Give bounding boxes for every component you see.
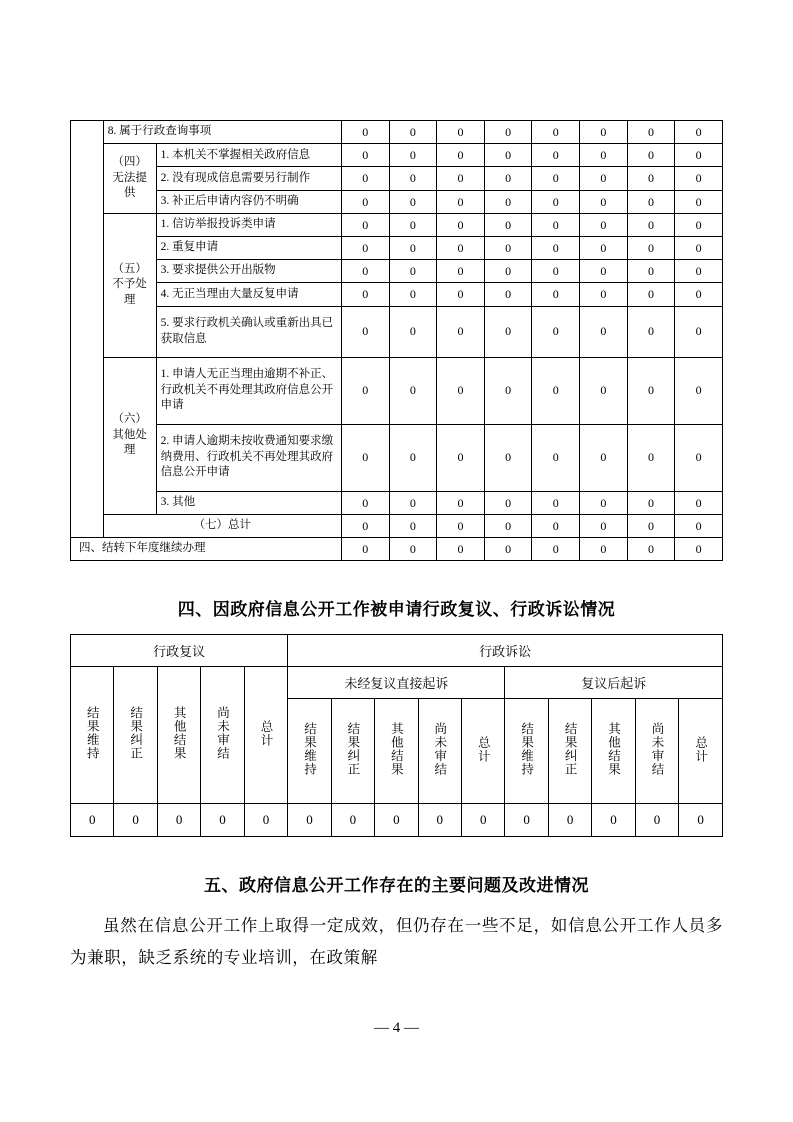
cell-value: 0 <box>437 167 485 190</box>
cell-value: 0 <box>627 236 675 259</box>
cell-value: 0 <box>389 537 437 560</box>
cell-value: 0 <box>484 236 532 259</box>
after-col-1: 结果维持 <box>505 699 548 804</box>
cell-value: 0 <box>437 283 485 306</box>
table-row <box>71 357 723 424</box>
cell-value: 0 <box>580 306 628 357</box>
cell-value: 0 <box>627 144 675 167</box>
cell-value: 0 <box>341 236 389 259</box>
table-row-total <box>71 514 723 537</box>
cell-value: 0 <box>437 144 485 167</box>
section-5-heading: 五、政府信息公开工作存在的主要问题及改进情况 <box>204 876 589 896</box>
table-row <box>71 283 723 306</box>
table-row <box>71 236 723 259</box>
cell-value: 0 <box>389 306 437 357</box>
cell-value: 0 <box>484 424 532 491</box>
cell-value: 0 <box>580 424 628 491</box>
cell-value: 0 <box>580 121 628 144</box>
after-col-2: 结果纠正 <box>548 699 591 804</box>
cell-value: 0 <box>437 213 485 236</box>
cell-value: 0 <box>484 537 532 560</box>
cell-value: 0 <box>580 236 628 259</box>
after-col-3: 其他结果 <box>592 699 635 804</box>
cell-value: 0 <box>627 213 675 236</box>
cell-value: 0 <box>532 121 580 144</box>
direct-col-2: 结果纠正 <box>331 699 374 804</box>
cell-value: 0 <box>341 213 389 236</box>
row-item-label: 2. 申请人逾期未按收费通知要求缴纳费用、行政机关不再处理其政府信息公开申请 <box>156 424 341 491</box>
section-5-paragraph: 虽然在信息公开工作上取得一定成效，但仍存在一些不足，如信息公开工作人员多为兼职，缺乏系统的专业培训，在政策解 <box>70 916 723 968</box>
cell-value: 0 <box>244 804 288 837</box>
cell-value: 0 <box>532 537 580 560</box>
cell-value: 0 <box>341 306 389 357</box>
page-number: — 4 — <box>374 1020 419 1036</box>
cell-value: 0 <box>389 236 437 259</box>
table-row <box>71 424 723 491</box>
table-row <box>71 260 723 283</box>
table-header-row <box>71 635 723 667</box>
cell-value: 0 <box>389 121 437 144</box>
cell-value: 0 <box>288 804 331 837</box>
review-col-2: 结果纠正 <box>114 667 157 804</box>
cell-value: 0 <box>389 283 437 306</box>
cell-value: 0 <box>437 514 485 537</box>
cell-value: 0 <box>437 236 485 259</box>
cell-value: 0 <box>675 190 723 213</box>
table-row <box>71 121 723 144</box>
cell-value: 0 <box>580 260 628 283</box>
cell-value: 0 <box>580 190 628 213</box>
cell-value: 0 <box>532 514 580 537</box>
cell-value: 0 <box>532 190 580 213</box>
direct-col-4: 尚未审结 <box>418 699 461 804</box>
cell-value: 0 <box>341 514 389 537</box>
row-item-label: 1. 信访举报投诉类申请 <box>156 213 341 236</box>
cell-value: 0 <box>389 190 437 213</box>
cell-value: 0 <box>675 491 723 514</box>
cell-value: 0 <box>484 190 532 213</box>
cell-value: 0 <box>675 236 723 259</box>
cell-value: 0 <box>341 283 389 306</box>
cell-value: 0 <box>437 357 485 424</box>
row-item-label: 3. 要求提供公开出版物 <box>156 260 341 283</box>
cell-value: 0 <box>505 804 548 837</box>
cell-value: 0 <box>484 121 532 144</box>
row-item-label: 8. 属于行政查询事项 <box>103 121 341 144</box>
cell-value: 0 <box>389 167 437 190</box>
cell-value: 0 <box>389 357 437 424</box>
cell-value: 0 <box>675 424 723 491</box>
cell-value: 0 <box>627 537 675 560</box>
cell-value: 0 <box>532 357 580 424</box>
row-item-label: 5. 要求行政机关确认或重新出具已获取信息 <box>156 306 341 357</box>
cell-value: 0 <box>341 491 389 514</box>
cell-value: 0 <box>580 357 628 424</box>
cell-value: 0 <box>341 260 389 283</box>
cell-value: 0 <box>580 144 628 167</box>
row-item-label: 2. 重复申请 <box>156 236 341 259</box>
cell-value: 0 <box>580 283 628 306</box>
row-item-label: 3. 补正后申请内容仍不明确 <box>156 190 341 213</box>
cell-value: 0 <box>484 144 532 167</box>
table-row <box>71 213 723 236</box>
cell-value: 0 <box>484 283 532 306</box>
cell-value: 0 <box>437 424 485 491</box>
cell-value: 0 <box>389 491 437 514</box>
cell-value: 0 <box>675 357 723 424</box>
cell-value: 0 <box>341 167 389 190</box>
cell-value: 0 <box>484 260 532 283</box>
cell-value: 0 <box>580 167 628 190</box>
cell-value: 0 <box>675 167 723 190</box>
subgroup-after-review-litigation: 复议后起诉 <box>505 667 723 699</box>
cell-value: 0 <box>375 804 418 837</box>
cell-value: 0 <box>341 537 389 560</box>
table-row <box>71 144 723 167</box>
cell-value: 0 <box>484 514 532 537</box>
cell-value: 0 <box>437 306 485 357</box>
cell-value: 0 <box>532 144 580 167</box>
statistics-table-wrapper <box>70 120 723 561</box>
cell-value: 0 <box>437 121 485 144</box>
cell-value: 0 <box>580 537 628 560</box>
cell-value: 0 <box>675 283 723 306</box>
group-header-review: 行政复议 <box>71 635 288 667</box>
cell-value: 0 <box>157 804 200 837</box>
review-col-3: 其他结果 <box>157 667 200 804</box>
review-col-1: 结果维持 <box>71 667 114 804</box>
cell-value: 0 <box>675 144 723 167</box>
cell-value: 0 <box>627 424 675 491</box>
cell-value: 0 <box>627 514 675 537</box>
cell-value: 0 <box>532 167 580 190</box>
cell-value: 0 <box>532 306 580 357</box>
cell-value: 0 <box>675 213 723 236</box>
section-4-heading: 四、因政府信息公开工作被申请行政复议、行政诉讼情况 <box>177 600 616 620</box>
cell-value: 0 <box>532 491 580 514</box>
cell-value: 0 <box>627 491 675 514</box>
cell-value: 0 <box>71 804 114 837</box>
administrative-review-litigation-table <box>70 634 723 837</box>
cell-value: 0 <box>580 491 628 514</box>
category-label-5: （五） 不予处 理 <box>103 213 156 357</box>
cell-value: 0 <box>341 424 389 491</box>
cell-value: 0 <box>679 804 723 837</box>
cell-value: 0 <box>341 357 389 424</box>
cell-value: 0 <box>341 144 389 167</box>
cell-value: 0 <box>331 804 374 837</box>
category-label-6: （六） 其他处 理 <box>103 357 156 514</box>
cell-value: 0 <box>532 283 580 306</box>
cell-value: 0 <box>437 537 485 560</box>
cell-value: 0 <box>635 804 678 837</box>
row-item-label: 4. 无正当理由大量反复申请 <box>156 283 341 306</box>
cell-value: 0 <box>627 167 675 190</box>
cell-value: 0 <box>484 213 532 236</box>
cell-value: 0 <box>580 213 628 236</box>
row-item-label: 1. 申请人无正当理由逾期不补正、行政机关不再处理其政府信息公开申请 <box>156 357 341 424</box>
cell-value: 0 <box>341 121 389 144</box>
review-col-5: 总计 <box>244 667 288 804</box>
table-row <box>71 190 723 213</box>
cell-value: 0 <box>532 260 580 283</box>
cell-value: 0 <box>114 804 157 837</box>
cell-value: 0 <box>437 491 485 514</box>
cell-value: 0 <box>627 357 675 424</box>
direct-col-3: 其他结果 <box>375 699 418 804</box>
row-item-label: 四、结转下年度继续办理 <box>71 537 342 560</box>
cell-value: 0 <box>532 424 580 491</box>
cell-value: 0 <box>462 804 505 837</box>
cell-value: 0 <box>627 190 675 213</box>
after-col-4: 尚未审结 <box>635 699 678 804</box>
group-header-litigation: 行政诉讼 <box>288 635 723 667</box>
cell-value: 0 <box>675 121 723 144</box>
cell-value: 0 <box>627 283 675 306</box>
table-row <box>71 306 723 357</box>
cell-value: 0 <box>484 491 532 514</box>
row-item-label: 1. 本机关不掌握相关政府信息 <box>156 144 341 167</box>
subgroup-direct-litigation: 未经复议直接起诉 <box>288 667 505 699</box>
table-subheader-row <box>71 667 723 699</box>
cell-value: 0 <box>389 514 437 537</box>
cell-value: 0 <box>484 167 532 190</box>
cell-value: 0 <box>437 190 485 213</box>
cell-value: 0 <box>627 260 675 283</box>
table-row <box>71 491 723 514</box>
cell-value: 0 <box>437 260 485 283</box>
row-item-label: （七）总计 <box>103 514 341 537</box>
cell-value: 0 <box>532 236 580 259</box>
table-row <box>71 167 723 190</box>
row-item-label: 3. 其他 <box>156 491 341 514</box>
category-label-4: （四） 无法提 供 <box>103 144 156 214</box>
cell-value: 0 <box>627 306 675 357</box>
direct-col-5: 总计 <box>462 699 505 804</box>
cell-value: 0 <box>675 537 723 560</box>
cell-value: 0 <box>341 190 389 213</box>
cell-value: 0 <box>484 306 532 357</box>
direct-col-1: 结果维持 <box>288 699 331 804</box>
review-col-4: 尚未审结 <box>201 667 244 804</box>
cell-value: 0 <box>418 804 461 837</box>
cell-value: 0 <box>389 424 437 491</box>
cell-value: 0 <box>532 213 580 236</box>
cell-value: 0 <box>389 260 437 283</box>
cell-value: 0 <box>484 357 532 424</box>
cell-value: 0 <box>675 260 723 283</box>
cell-value: 0 <box>675 306 723 357</box>
row-item-label: 2. 没有现成信息需要另行制作 <box>156 167 341 190</box>
cell-value: 0 <box>389 144 437 167</box>
cell-value: 0 <box>201 804 244 837</box>
table-row-carryover <box>71 537 723 560</box>
outer-category-bar <box>71 121 104 538</box>
after-col-5: 总计 <box>679 699 723 804</box>
cell-value: 0 <box>675 514 723 537</box>
cell-value: 0 <box>592 804 635 837</box>
cell-value: 0 <box>580 514 628 537</box>
table-value-row <box>71 804 723 837</box>
statistics-table-continued <box>70 120 723 561</box>
cell-value: 0 <box>627 121 675 144</box>
cell-value: 0 <box>548 804 591 837</box>
cell-value: 0 <box>389 213 437 236</box>
